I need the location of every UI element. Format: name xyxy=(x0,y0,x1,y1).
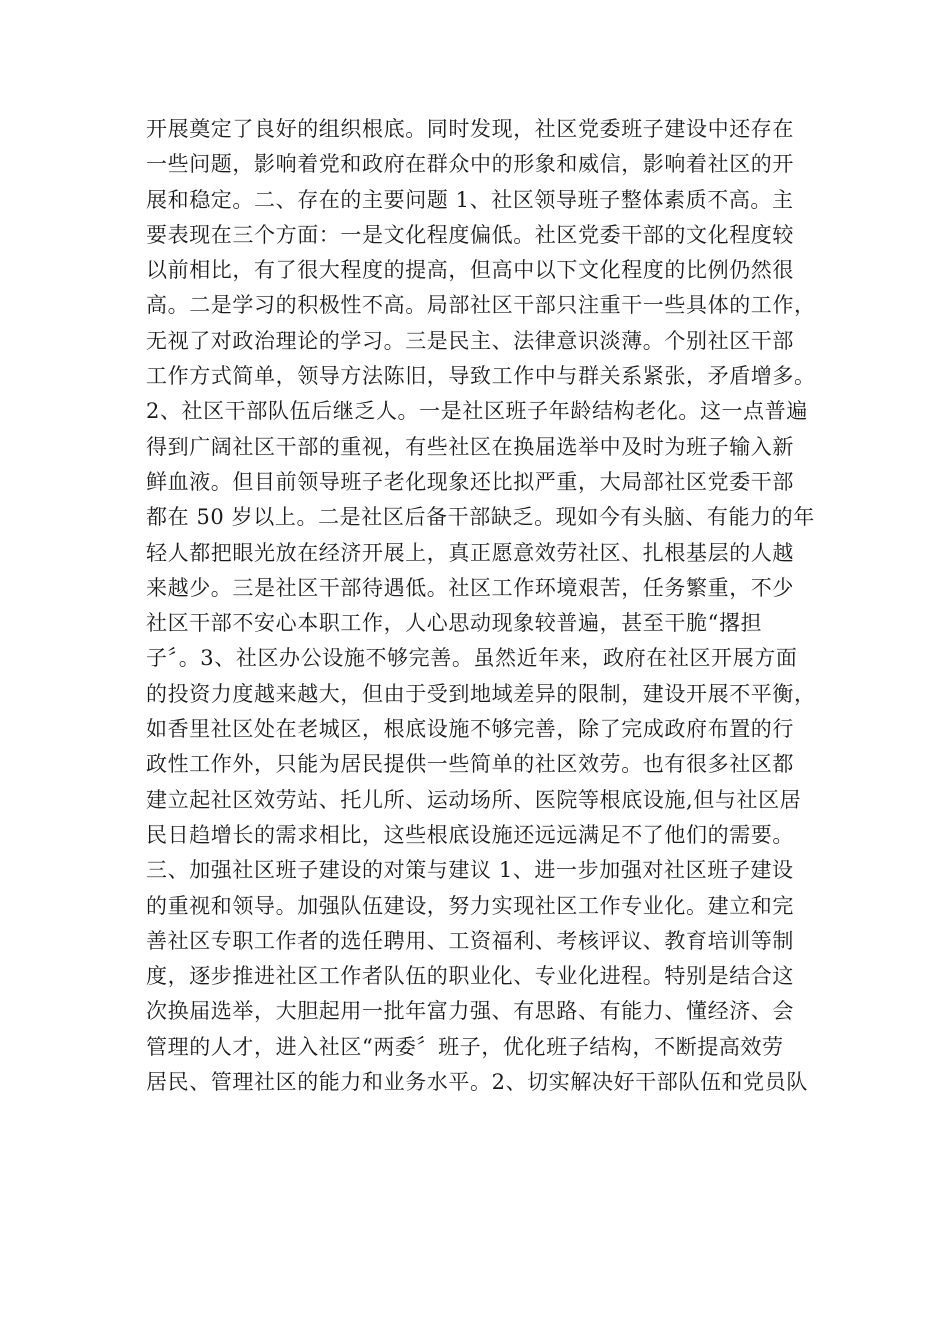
text-line: 要表现在三个方面：一是文化程度偏低。社区党委干部的文化程度较 xyxy=(146,222,794,247)
body-text xyxy=(146,112,816,1100)
text-line: 高。二是学习的积极性不高。局部社区干部只注重干一些具体的工作， xyxy=(146,293,816,318)
text-line: 的投资力度越来越大，但由于受到地域差异的限制，建设开展不平衡， xyxy=(146,681,816,706)
text-line: 民日趋增长的需求相比，这些根底设施还远远满足不了他们的需要。 xyxy=(146,822,794,847)
text-line: 建立起社区效劳站、托儿所、运动场所、医院等根底设施,但与社区居 xyxy=(146,787,802,812)
text-line: 得到广阔社区干部的重视，有些社区在换届选举中及时为班子输入新 xyxy=(146,434,794,459)
text-line: 居民、管理社区的能力和业务水平。2、切实解决好干部队伍和党员队 xyxy=(146,1070,808,1095)
text-line: 以前相比，有了很大程度的提高，但高中以下文化程度的比例仍然很 xyxy=(146,258,794,283)
text-line: 无视了对政治理论的学习。三是民主、法律意识淡薄。个别社区干部 xyxy=(146,328,794,353)
text-line: 次换届选举，大胆起用一批年富力强、有思路、有能力、懂经济、会 xyxy=(146,999,794,1024)
text-line: 度，逐步推进社区工作者队伍的职业化、专业化进程。特别是结合这 xyxy=(146,964,794,989)
text-line: 一些问题，影响着党和政府在群众中的形象和威信，影响着社区的开 xyxy=(146,152,794,177)
text-line: 都在 50 岁以上。二是社区后备干部缺乏。现如今有头脑、有能力的年 xyxy=(146,505,815,530)
text-line: 政性工作外，只能为居民提供一些简单的社区效劳。也有很多社区都 xyxy=(146,752,794,777)
text-line: 管理的人才，进入社区“两委〞班子，优化班子结构，不断提高效劳 xyxy=(146,1034,784,1059)
text-line: 的重视和领导。加强队伍建设，努力实现社区工作专业化。建立和完 xyxy=(146,893,794,918)
text-line: 善社区专职工作者的选任聘用、工资福利、考核评议、教育培训等制 xyxy=(146,928,794,953)
text-line: 展和稳定。二、存在的主要问题 1、社区领导班子整体素质不高。主 xyxy=(146,187,794,212)
text-line: 如香里社区处在老城区，根底设施不够完善，除了完成政府布置的行 xyxy=(146,717,794,742)
text-line: 鲜血液。但目前领导班子老化现象还比拟严重，大局部社区党委干部 xyxy=(146,469,794,494)
text-line: 2、社区干部队伍后继乏人。一是社区班子年龄结构老化。这一点普遍 xyxy=(146,399,808,424)
text-line: 开展奠定了良好的组织根底。同时发现，社区党委班子建设中还存在 xyxy=(146,117,794,141)
text-line: 工作方式简单，领导方法陈旧，导致工作中与群关系紧张，矛盾增多。 xyxy=(146,364,816,389)
text-line: 来越少。三是社区干部待遇低。社区工作环境艰苦，任务繁重，不少 xyxy=(146,575,794,600)
text-line: 轻人都把眼光放在经济开展上，真正愿意效劳社区、扎根基层的人越 xyxy=(146,540,794,565)
text-line: 子〞。3、社区办公设施不够完善。虽然近年来，政府在社区开展方面 xyxy=(146,646,798,671)
text-line: 社区干部不安心本职工作，人心思动现象较普遍，甚至干脆“撂担 xyxy=(146,611,763,636)
text-line: 三、加强社区班子建设的对策与建议 1、进一步加强对社区班子建设 xyxy=(146,858,794,883)
